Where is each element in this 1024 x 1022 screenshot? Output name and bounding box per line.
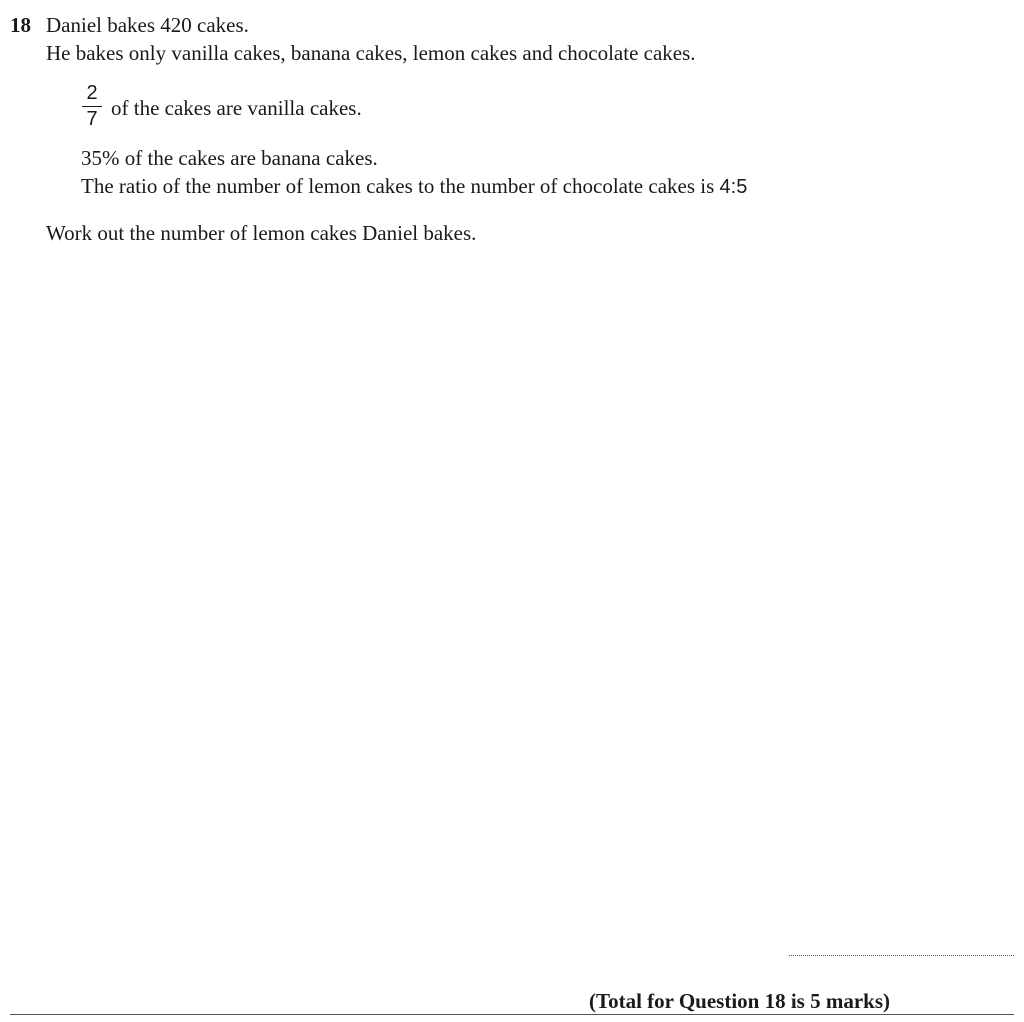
answer-line[interactable] xyxy=(789,955,1014,956)
banana-statement: 35% of the cakes are banana cakes. xyxy=(81,146,378,170)
total-marks: (Total for Question 18 is 5 marks) xyxy=(589,989,891,1013)
vanilla-statement: of the cakes are vanilla cakes. xyxy=(111,96,362,120)
question-number: 18 xyxy=(10,13,31,37)
ratio-statement xyxy=(81,173,747,200)
fraction-denominator: 7 xyxy=(86,108,98,130)
instruction: Work out the number of lemon cakes Daniel bakes. xyxy=(46,221,477,245)
ratio-value: 4:5 xyxy=(719,176,748,198)
ratio-text: The ratio of the number of lemon cakes to the number of chocolate cakes is xyxy=(81,174,715,198)
bottom-rule xyxy=(10,1014,1014,1015)
fraction-bar xyxy=(82,106,102,107)
fraction-numerator: 2 xyxy=(86,82,98,104)
question-line-2: He bakes only vanilla cakes, banana cakes, lemon cakes and chocolate cakes. xyxy=(46,41,696,65)
question-line-1: Daniel bakes 420 cakes. xyxy=(46,13,249,37)
fraction xyxy=(82,82,102,130)
